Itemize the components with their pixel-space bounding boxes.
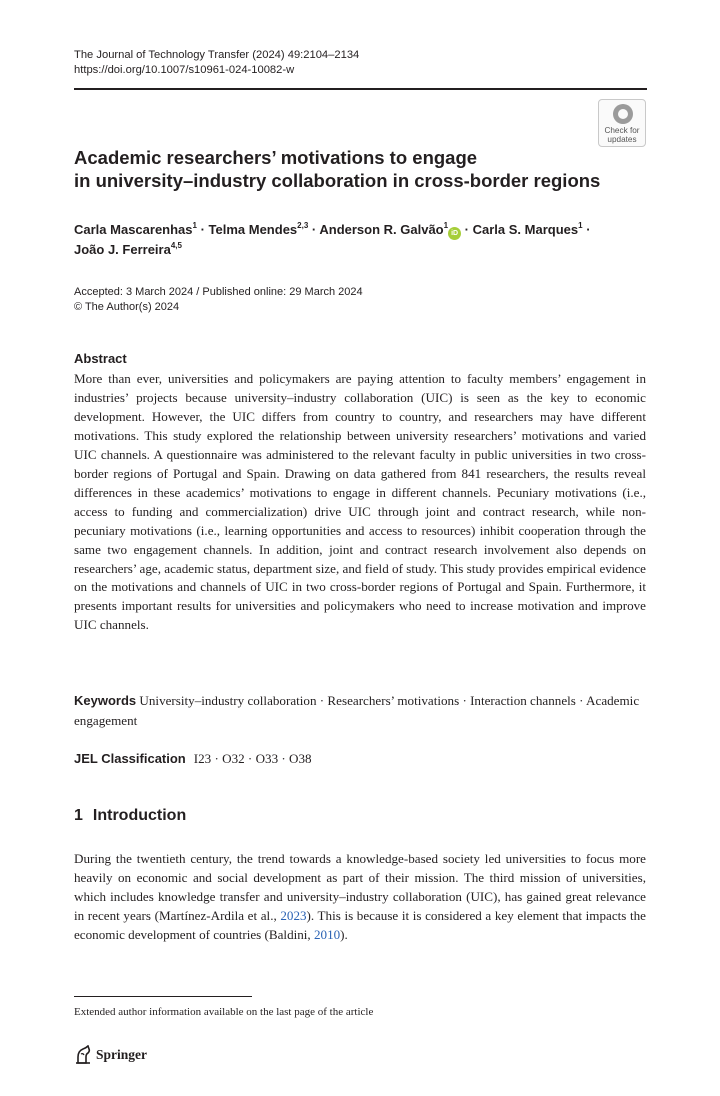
check-updates-icon xyxy=(613,104,633,124)
badge-line1: Check for xyxy=(604,126,640,135)
abstract-text: More than ever, universities and policymakers are paying attention to faculty members’ engagement in industries’ projects because university–industry collaboration (UIC) is seen as the key to economic development. However, the UIC differs from country to country, and researchers may have different motivations. This study explored the relationship between university researchers’ motivations and varied UIC channels. A questionnaire was administered to the relevant faculty in public universities in two cross-border regions of Portugal and Spain. Drawing on data gathered from 841 researchers, the results reveal differences in these academics’ motivations to engage in different channels. Pecuniary motivations (i.e., access to funding and commercialization) drive UIC through joint and contract research, while non-pecuniary motivations (i.e., learning opportunities and access to resources) inhibit cooperation through the same two engagement channels. In addition, joint and contract research involvement also depends on researchers’ age, academic status, department size, and field of study. This study provides empirical evidence on the motivations and channels of UIC in two cross-border regions of Portugal and Spain. Furthermore, it presents important results for universities and policymakers who need to increase motivation and improve UIC channels. xyxy=(74,371,646,633)
author-name[interactable]: Carla S. Marques xyxy=(472,222,579,237)
article-title xyxy=(74,146,634,192)
author-affiliation: 1 xyxy=(192,221,197,230)
author-affiliation: 1 xyxy=(443,221,449,230)
author-name[interactable]: Telma Mendes xyxy=(208,222,298,237)
jel-label: JEL Classification xyxy=(74,751,186,766)
journal-citation: The Journal of Technology Transfer (2024) 49:2104–2134 xyxy=(74,49,360,61)
springer-horse-icon xyxy=(74,1045,92,1065)
check-for-updates-badge[interactable] xyxy=(598,99,646,147)
header-rule xyxy=(74,88,647,90)
section-title: Introduction xyxy=(92,807,187,824)
keywords-label: Keywords xyxy=(74,693,137,708)
abstract-heading: Abstract xyxy=(74,351,127,366)
citation-link-2023[interactable]: 2023 xyxy=(280,907,307,923)
author-affiliation: 2,3 xyxy=(297,221,309,230)
intro-text-part3: ). xyxy=(340,926,348,942)
author-affiliation: 1 xyxy=(578,221,583,230)
intro-text-part2: ). This is because it is considered a key element that impacts the economic development of countries (Baldini, xyxy=(74,907,646,942)
title-line1: Academic researchers’ motivations to engage xyxy=(74,147,478,168)
accepted-published-dates: Accepted: 3 March 2024 / Published online: 29 March 2024 xyxy=(74,286,363,298)
journal-header xyxy=(74,48,359,78)
author-name[interactable]: Anderson R. Galvão xyxy=(319,222,444,237)
author-separator: · xyxy=(308,222,320,237)
orcid-icon[interactable]: iD xyxy=(448,227,461,240)
intro-text-part1: During the twentieth century, the trend towards a knowledge-based society led universities to focus more heavily on economic and social development as part of their mission. The third mission of universities, which includes knowledge transfer and university–industry collaboration (UIC), has gained great relevance in recent years (Martínez-Ardila et al., xyxy=(74,851,646,923)
publisher-logo xyxy=(74,1044,147,1066)
citation-link-2010[interactable]: 2010 xyxy=(313,926,341,942)
publication-dates xyxy=(74,285,363,315)
author-separator-trailing: · xyxy=(582,222,591,237)
doi-link[interactable]: https://doi.org/10.1007/s10961-024-10082-w xyxy=(74,64,295,76)
section-heading-introduction xyxy=(74,807,186,825)
author-name[interactable]: Carla Mascarenhas xyxy=(74,222,193,237)
check-updates-label xyxy=(599,126,645,144)
title-line2: in university–industry collaboration in cross-border regions xyxy=(74,170,601,191)
author-list xyxy=(74,220,674,260)
footnote-rule xyxy=(74,996,252,997)
author-affiliation: 4,5 xyxy=(170,241,182,250)
footnote: Extended author information available on the last page of the article xyxy=(74,1006,374,1018)
publisher-name: Springer xyxy=(96,1047,148,1062)
copyright-notice: © The Author(s) 2024 xyxy=(74,301,180,313)
jel-classification xyxy=(74,749,312,768)
introduction-paragraph xyxy=(74,850,646,945)
keywords xyxy=(74,691,646,730)
section-number: 1 xyxy=(74,807,83,824)
jel-codes: I23 · O32 · O33 · O38 xyxy=(193,751,312,766)
keywords-text: University–industry collaboration · Researchers’ motivations · Interaction channels · Academic engagement xyxy=(74,693,640,728)
author-separator: · xyxy=(196,222,209,237)
badge-line2: updates xyxy=(607,135,637,144)
author-separator: · xyxy=(461,222,473,237)
author-name[interactable]: João J. Ferreira xyxy=(74,242,171,257)
